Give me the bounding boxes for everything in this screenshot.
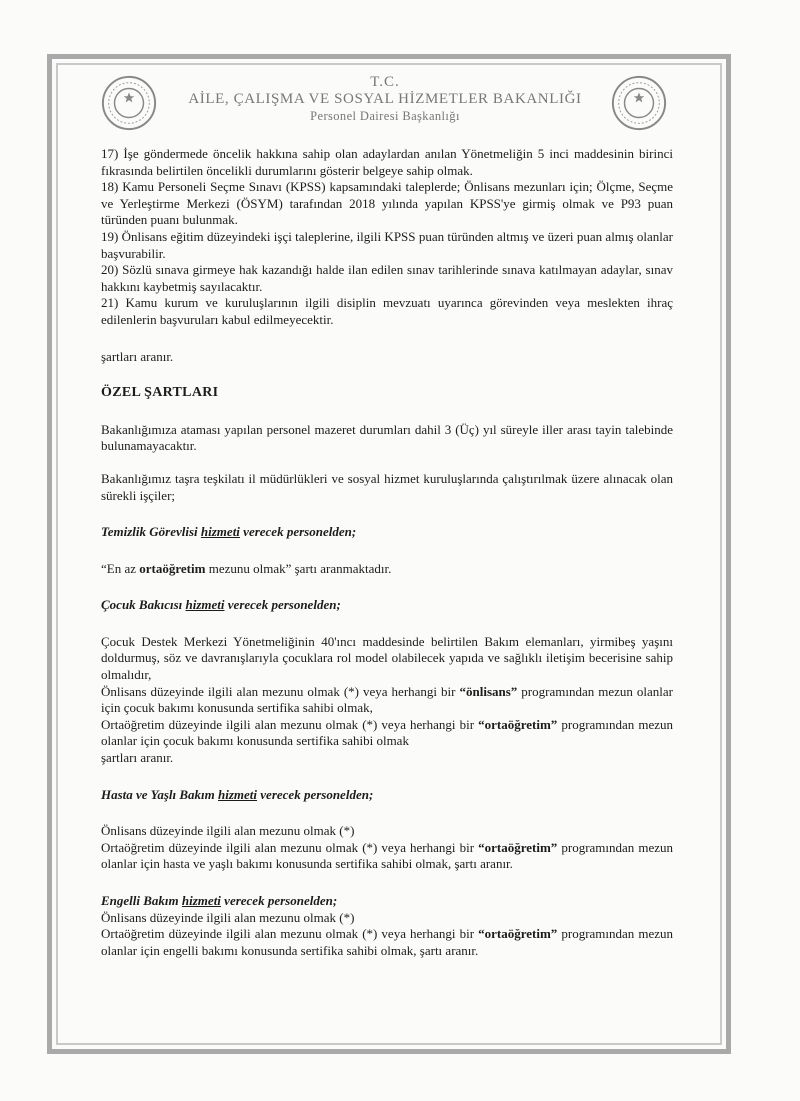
elderly-req-1: Önlisans düzeyinde ilgili alan mezunu olmak (*)	[101, 823, 355, 839]
condition-item-19: 19) Önlisans eğitim düzeyindeki işçi taleplerine, ilgili KPSS puan türünden altmış ve üzeri puan almış olanlar başvurabilir.	[101, 228, 673, 261]
header-department: Personel Dairesi Başkanlığı	[310, 109, 460, 123]
childcare-req-2: Ortaöğretim düzeyinde ilgili alan mezunu olmak (*) veya herhangi bir “ortaöğretim” programından mezun olanlar için çocuk bakımı konusunda sertifika sahibi olmak	[101, 716, 674, 749]
category-title-elderly: Hasta ve Yaşlı Bakım hizmeti verecek personelden;	[101, 786, 374, 802]
condition-item-20: 20) Sözlü sınava girmeye hak kazandığı halde ilan edilen sınav tarihlerinde sınava katılmayan adaylar, sınav hakkını kaybetmiş sayılacaktır.	[101, 262, 673, 294]
disabled-req-2: Ortaöğretim düzeyinde ilgili alan mezunu olmak (*) veya herhangi bir “ortaöğretim” programından mezun olanlar için engelli bakımı konusunda sertifika sahibi olmak, şartı aranır.	[101, 926, 674, 958]
condition-item-17: 17) İşe göndermede öncelik hakkına sahip olan adaylardan anılan Yönetmeliğin 5 inci maddesinin birinci fıkrasında belirtilen öncelikli durumlarını gösterir belgeye sahip olmak.	[101, 146, 673, 178]
ministry-seal-icon	[610, 74, 668, 132]
category-title-childcare: Çocuk Bakıcısı hizmeti verecek personelden;	[101, 597, 341, 613]
header-ministry: AİLE, ÇALIŞMA VE SOSYAL HİZMETLER BAKANLIĞI	[188, 91, 582, 107]
section-title-special: ÖZEL ŞARTLARI	[101, 385, 219, 401]
condition-item-18: 18) Kamu Personeli Seçme Sınavı (KPSS) kapsamındaki taleplerde; Önlisans mezunları için; Ölçme, Seçme ve Yerleştirme Merkezi (ÖSYM) tarafından 2018 yılında yapılan KPSS'ye girmiş olmak ve P93 puan türünden puanı bulunmak.	[101, 179, 673, 228]
special-para-2: Bakanlığımız taşra teşkilatı il müdürlükleri ve sosyal hizmet kuruluşlarında çalıştırılmak üzere alınacak olan sürekli işçiler;	[101, 470, 673, 503]
condition-item-21: 21) Kamu kurum ve kuruluşlarının ilgili disiplin mevzuatı uyarınca görevinden veya meslekten ihraç edilenlerin başvuruları kabul edilmeyecektir.	[101, 295, 673, 327]
letterhead	[170, 74, 600, 125]
ministry-seal-icon	[100, 74, 158, 132]
childcare-closing: şartları aranır.	[101, 750, 174, 766]
childcare-req-1: Önlisans düzeyinde ilgili alan mezunu olmak (*) veya herhangi bir “önlisans” programından mezun olanlar için çocuk bakımı konusunda sertifika sahibi olmak,	[101, 683, 673, 716]
disabled-req-1: Önlisans düzeyinde ilgili alan mezunu olmak (*)	[101, 909, 355, 925]
category-title-disabled: Engelli Bakım hizmeti verecek personelden;	[101, 893, 338, 908]
header-country: T.C.	[370, 74, 400, 90]
childcare-para: Çocuk Destek Merkezi Yönetmeliğinin 40'ıncı maddesinde belirtilen Bakım elemanları, yirmibeş yaşını doldurmuş, söz ve davranışlarıyla çocuklara rol model olabilecek yapıda ve sağlıklı iletişim becerisine sahip olmalıdır,	[101, 633, 673, 683]
category-title-cleaning: Temizlik Görevlisi hizmeti verecek personelden;	[101, 524, 357, 540]
elderly-req-2: Ortaöğretim düzeyinde ilgili alan mezunu olmak (*) veya herhangi bir “ortaöğretim” programından mezun olanlar için hasta ve yaşlı bakımı konusunda sertifika sahibi olmak, şartı aranır.	[101, 839, 674, 872]
special-para-1: Bakanlığımıza ataması yapılan personel mazeret durumları dahil 3 (Üç) yıl süreyle iller arası tayin talebinde bulunamayacaktır.	[101, 421, 673, 454]
conditions-closing: şartları aranır.	[101, 348, 174, 364]
document-body	[101, 146, 673, 959]
cleaning-requirement: “En az ortaöğretim mezunu olmak” şartı aranmaktadır.	[101, 560, 392, 576]
